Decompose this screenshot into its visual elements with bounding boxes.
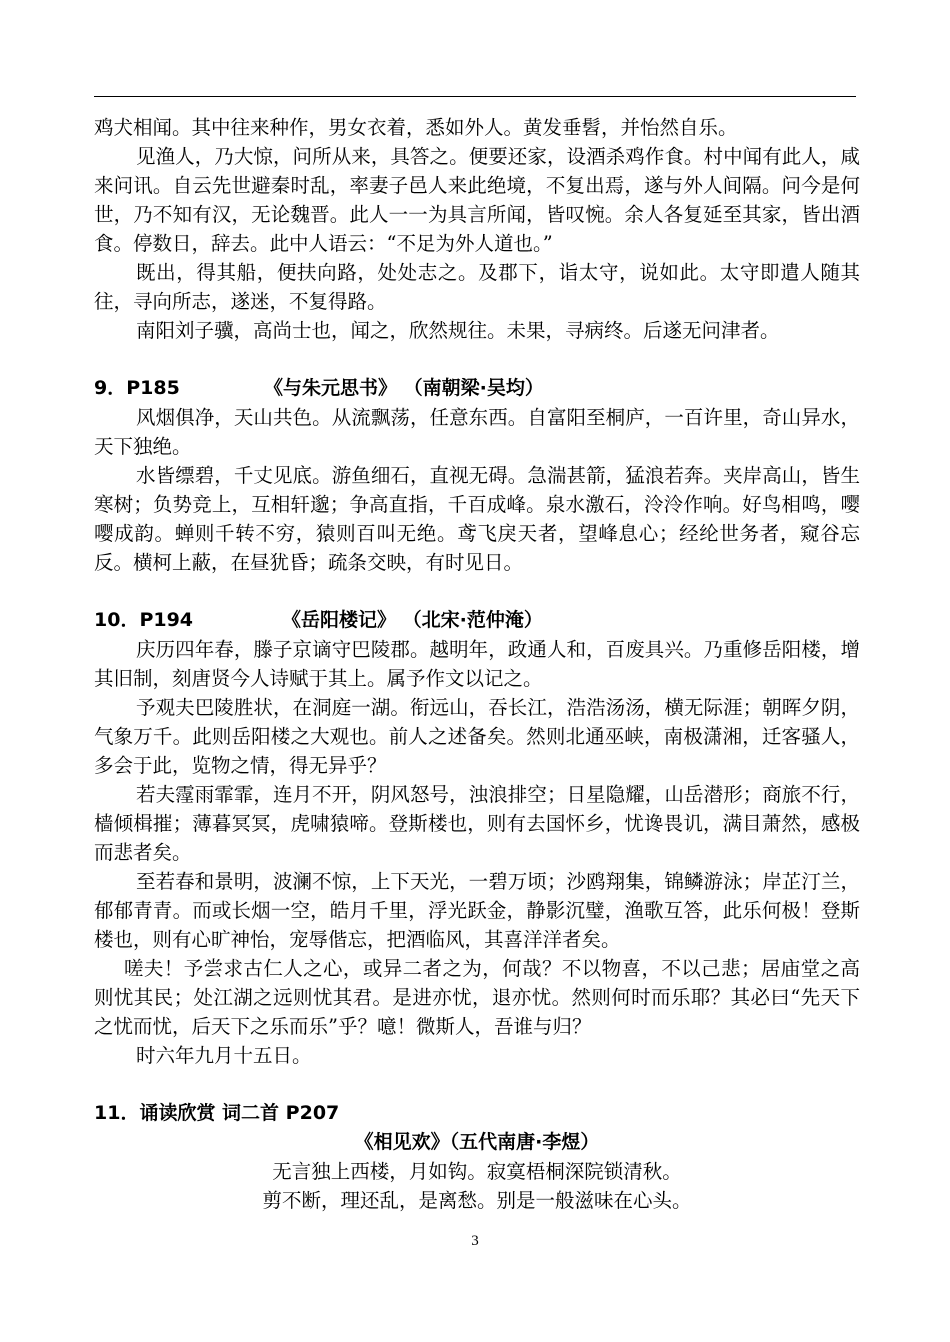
section10-paragraph-3: 若夫霪雨霏霏，连月不开，阴风怒号，浊浪排空；日星隐耀，山岳潜形；商旅不行，樯倾楫摧；薄暮冥冥，虎啸猿啼。登斯楼也，则有去国怀乡，忧谗畏讥，满目萧然，感极而悲者矣。 bbox=[94, 783, 860, 864]
section9-title: 《与朱元思书》 （南朝梁·吴均） bbox=[264, 377, 544, 399]
document-body bbox=[94, 113, 860, 1215]
page-number: 3 bbox=[471, 1233, 479, 1249]
section10-paragraph-6: 时六年九月十五日。 bbox=[136, 1044, 312, 1067]
section9-heading bbox=[94, 374, 860, 403]
section11-heading: 11．诵读欣赏 词二首 P207 bbox=[94, 1102, 340, 1124]
section9-number: 9．P185 bbox=[94, 377, 180, 399]
passage8-paragraph-1: 鸡犬相闻。其中往来种作，男女衣着，悉如外人。黄发垂髫，并怡然自乐。 bbox=[94, 116, 738, 139]
section10-paragraph-4: 至若春和景明，波澜不惊，上下天光，一碧万顷；沙鸥翔集，锦鳞游泳；岸芷汀兰，郁郁青青。而或长烟一空，皓月千里，浮光跃金，静影沉璧，渔歌互答，此乐何极！登斯楼也，则有心旷神怡，宠辱偕忘，把酒临风，其喜洋洋者矣。 bbox=[94, 870, 860, 951]
poem-line-2: 剪不断，理还乱，是离愁。别是一般滋味在心头。 bbox=[262, 1189, 692, 1212]
section10-paragraph-5: 嗟夫！予尝求古仁人之心，或异二者之为，何哉？不以物喜，不以己悲；居庙堂之高则忧其民；处江湖之远则忧其君。是进亦忧，退亦忧。然则何时而乐耶？其必曰“先天下之忧而忧，后天下之乐而乐”乎？噫！微斯人，吾谁与归？ bbox=[94, 957, 860, 1038]
section10-paragraph-1: 庆历四年春，滕子京谪守巴陵郡。越明年，政通人和，百废具兴。乃重修岳阳楼，增其旧制，刻唐贤今人诗赋于其上。属予作文以记之。 bbox=[94, 638, 860, 690]
section9-paragraph-2: 水皆缥碧，千丈见底。游鱼细石，直视无碍。急湍甚箭，猛浪若奔。夹岸高山，皆生寒树；负势竞上，互相轩邈；争高直指，千百成峰。泉水激石，泠泠作响。好鸟相鸣，嘤嘤成韵。蝉则千转不穷，猿则百叫无绝。鸢飞戾天者，望峰息心；经纶世务者，窥谷忘反。横柯上蔽，在昼犹昏；疏条交映，有时见日。 bbox=[94, 464, 860, 574]
passage8-paragraph-3: 既出，得其船，便扶向路，处处志之。及郡下，诣太守，说如此。太守即遣人随其往，寻向所志，遂迷，不复得路。 bbox=[94, 261, 860, 313]
section10-title: 《岳阳楼记》 （北宋·范仲淹） bbox=[282, 609, 543, 631]
section10-number: 10．P194 bbox=[94, 609, 194, 631]
section9-paragraph-1: 风烟俱净，天山共色。从流飘荡，任意东西。自富阳至桐庐，一百许里，奇山异水，天下独绝。 bbox=[94, 406, 860, 458]
section10-paragraph-2: 予观夫巴陵胜状，在洞庭一湖。衔远山，吞长江，浩浩汤汤，横无际涯；朝晖夕阴，气象万千。此则岳阳楼之大观也。前人之述备矣。然则北通巫峡，南极潇湘，迁客骚人，多会于此，览物之情，得无异乎？ bbox=[94, 696, 860, 777]
poem-line-1: 无言独上西楼，月如钩。寂寞梧桐深院锁清秋。 bbox=[272, 1160, 682, 1183]
section10-heading bbox=[94, 606, 860, 635]
passage8-paragraph-4: 南阳刘子骥，高尚士也，闻之，欣然规往。未果，寻病终。后遂无问津者。 bbox=[136, 319, 780, 342]
passage8-paragraph-2: 见渔人，乃大惊，问所从来，具答之。便要还家，设酒杀鸡作食。村中闻有此人，咸来问讯。自云先世避秦时乱，率妻子邑人来此绝境，不复出焉，遂与外人间隔。问今是何世，乃不知有汉，无论魏晋。此人一一为具言所闻，皆叹惋。余人各复延至其家，皆出酒食。停数日，辞去。此中人语云：“不足为外人道也。” bbox=[94, 145, 860, 255]
poem-title: 《相见欢》（五代南唐·李煜） bbox=[354, 1131, 600, 1153]
header-rule bbox=[94, 96, 856, 97]
